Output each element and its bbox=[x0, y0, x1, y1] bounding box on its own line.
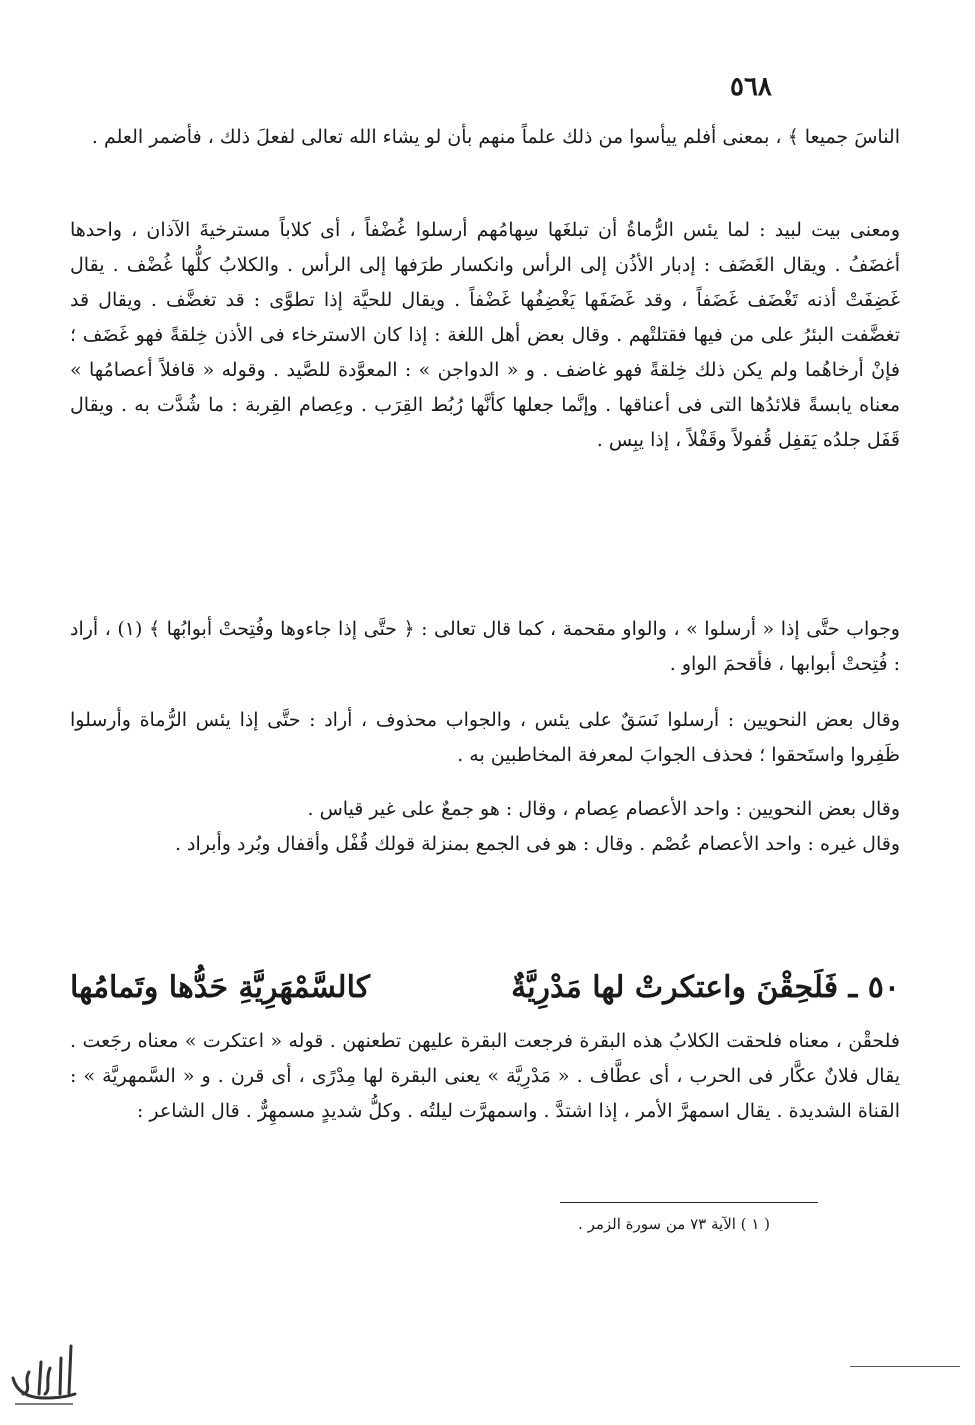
paragraph-5 bbox=[70, 792, 900, 862]
paragraph-text: ومعنى بيت لبيد : لما يئس الرُّماةُ أن تبلغَها سِهامُهم أرسلوا غُضْفاً ، أى كلاباً مسترخيةَ الآذان ، واحدها أغضَفُ . ويقال الغَضَف : إدبار الأذُن إلى الرأس وانكسار طرَفها إلى الرأس . والكلابُ كلُّها غُضْف . يقال غَضِفَتْ أذنه تَغْضَف غَضَفاً ، وقد غَضَفَها يَغْضِفُها غَضْفاً . ويقال للحيَّة إذا تطوَّى : قد تغضَّف . ويقال قد تغضَّفت البئرُ على من فيها فقتلتْهم . وقال بعض أهل اللغة : إذا كان الاسترخاء فى الأذن خِلقةً فهو غَضَف ؛ فإنْ أرخاهُما ولم يكن ذلك خِلقةً فهو غاضف . و « الدواجن » : المعوَّدة للصَّيد . وقوله « قافلاً أعصامُها » معناه يابسةً قلائدُها التى فى أعناقها . وإنَّما جعلها كأنَّها رُبُط القِرَب . وعِصام القِربة : ما شُدَّت به . ويقال قَفَل جلدُه يَقفِل قُفولاً وقَفْلاً ، إذا يبِس . bbox=[70, 219, 900, 451]
page-number: ٥٦٨ bbox=[730, 72, 772, 102]
verse-commentary bbox=[70, 1024, 900, 1129]
paragraph-text: وقال غيره : واحد الأعصام عُصْم . وقال : هو فى الجمع بمنزلة قولك قُفْل وأقفال وبُرد وأبراد . bbox=[174, 833, 900, 855]
paragraph-4 bbox=[70, 703, 900, 773]
paragraph-text: فلحقْن ، معناه فلحقت الكلابُ هذه البقرة فرجعت البقرة عليهن تطعنهن . قوله « اعتكرت » معناه رجَعت . يقال فلانٌ عكَّار فى الحرب ، أى عطَّاف . « مَدْرِيَّة » يعنى البقرة لها مِدْرًى ، أى قرن . و « السَّمهريَّة » : القناة الشديدة . يقال اسمهرَّ الأمر ، إذا اشتدَّ . واسمهرَّت ليلتُه . وكلُّ شديدٍ مسمهِرٌّ . قال الشاعر : bbox=[70, 1030, 900, 1122]
footnote-divider bbox=[560, 1202, 818, 1203]
paragraph-1 bbox=[70, 120, 900, 155]
verse-first-hemistich: ٥٠ ـ فَلَحِقْنَ واعتكرتْ لها مَدْرِيَّةٌ bbox=[511, 970, 900, 1005]
footnote: ( ١ ) الآية ٧٣ من سورة الزمر . bbox=[578, 1215, 770, 1233]
paragraph-2 bbox=[70, 213, 900, 458]
verse-second-hemistich: كالسَّمْهَرِيَّةِ حَدُّها وتَمامُها bbox=[70, 970, 370, 1005]
bottom-divider bbox=[850, 1366, 960, 1367]
library-calligraphy-logo-icon bbox=[5, 1338, 80, 1413]
paragraph-text: الناسَ جميعا ﴾ ، بمعنى أفلم ييأسوا من ذلك علماً منهم بأن لو يشاء الله تعالى لفعلَ ذلك ، فأضمر العلم . bbox=[91, 126, 900, 148]
paragraph-text: وقال بعض النحويين : واحد الأعصام عِصام ، وقال : هو جمعٌ على غير قياس . bbox=[307, 798, 900, 820]
paragraph-text: وقال بعض النحويين : أرسلوا نَسَقٌ على يئس ، والجواب محذوف ، أراد : حتَّى إذا يئس الرُّماة وأرسلوا ظَفِروا واستَحقوا ؛ فحذف الجوابَ لمعرفة المخاطبين به . bbox=[70, 709, 900, 766]
paragraph-text: وجواب حتَّى إذا « أرسلوا » ، والواو مقحمة ، كما قال تعالى : ﴿ حتَّى إذا جاءوها وفُتِحتْ أبوابُها ﴾ (١) ، أراد : فُتِحتْ أبوابها ، فأقحمَ الواو . bbox=[70, 618, 900, 675]
paragraph-3 bbox=[70, 612, 900, 682]
poem-verse bbox=[70, 966, 900, 1010]
